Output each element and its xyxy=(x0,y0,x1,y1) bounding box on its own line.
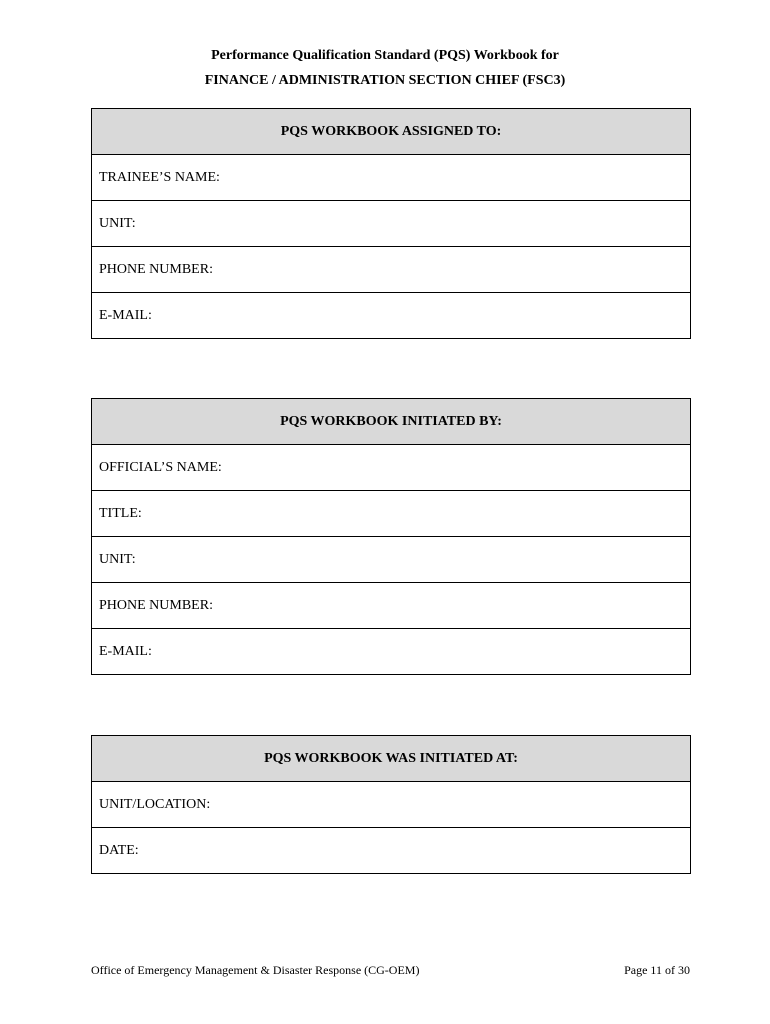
table-header-row xyxy=(92,736,691,782)
trainee-name-field[interactable]: TRAINEE’S NAME: xyxy=(92,155,691,201)
trainee-phone-field[interactable]: PHONE NUMBER: xyxy=(92,247,691,293)
document-title-line-1: Performance Qualification Standard (PQS) Workbook for xyxy=(211,48,559,63)
initiated-at-header: PQS WORKBOOK WAS INITIATED AT: xyxy=(92,736,691,782)
official-phone-field[interactable]: PHONE NUMBER: xyxy=(92,583,691,629)
table-row xyxy=(92,629,691,675)
table-row xyxy=(92,583,691,629)
official-title-field[interactable]: TITLE: xyxy=(92,491,691,537)
table-row xyxy=(92,247,691,293)
trainee-unit-field[interactable]: UNIT: xyxy=(92,201,691,247)
table-row xyxy=(92,782,691,828)
table-row xyxy=(92,537,691,583)
footer-office-name: Office of Emergency Management & Disaster Response (CG-OEM) xyxy=(91,963,420,977)
official-unit-field[interactable]: UNIT: xyxy=(92,537,691,583)
table-row xyxy=(92,445,691,491)
table-header-row xyxy=(92,399,691,445)
table-row xyxy=(92,828,691,874)
assigned-to-table xyxy=(91,108,691,339)
unit-location-field[interactable]: UNIT/LOCATION: xyxy=(92,782,691,828)
initiated-by-table xyxy=(91,398,691,675)
table-row xyxy=(92,491,691,537)
page-number: Page 11 of 30 xyxy=(624,963,690,977)
initiated-by-header: PQS WORKBOOK INITIATED BY: xyxy=(92,399,691,445)
official-name-field[interactable]: OFFICIAL’S NAME: xyxy=(92,445,691,491)
table-header-row xyxy=(92,109,691,155)
date-field[interactable]: DATE: xyxy=(92,828,691,874)
table-row xyxy=(92,155,691,201)
table-row xyxy=(92,201,691,247)
document-title-line-2: FINANCE / ADMINISTRATION SECTION CHIEF (FSC3) xyxy=(204,73,566,88)
trainee-email-field[interactable]: E-MAIL: xyxy=(92,293,691,339)
official-email-field[interactable]: E-MAIL: xyxy=(92,629,691,675)
assigned-to-header: PQS WORKBOOK ASSIGNED TO: xyxy=(92,109,691,155)
initiated-at-table xyxy=(91,735,691,874)
table-row xyxy=(92,293,691,339)
